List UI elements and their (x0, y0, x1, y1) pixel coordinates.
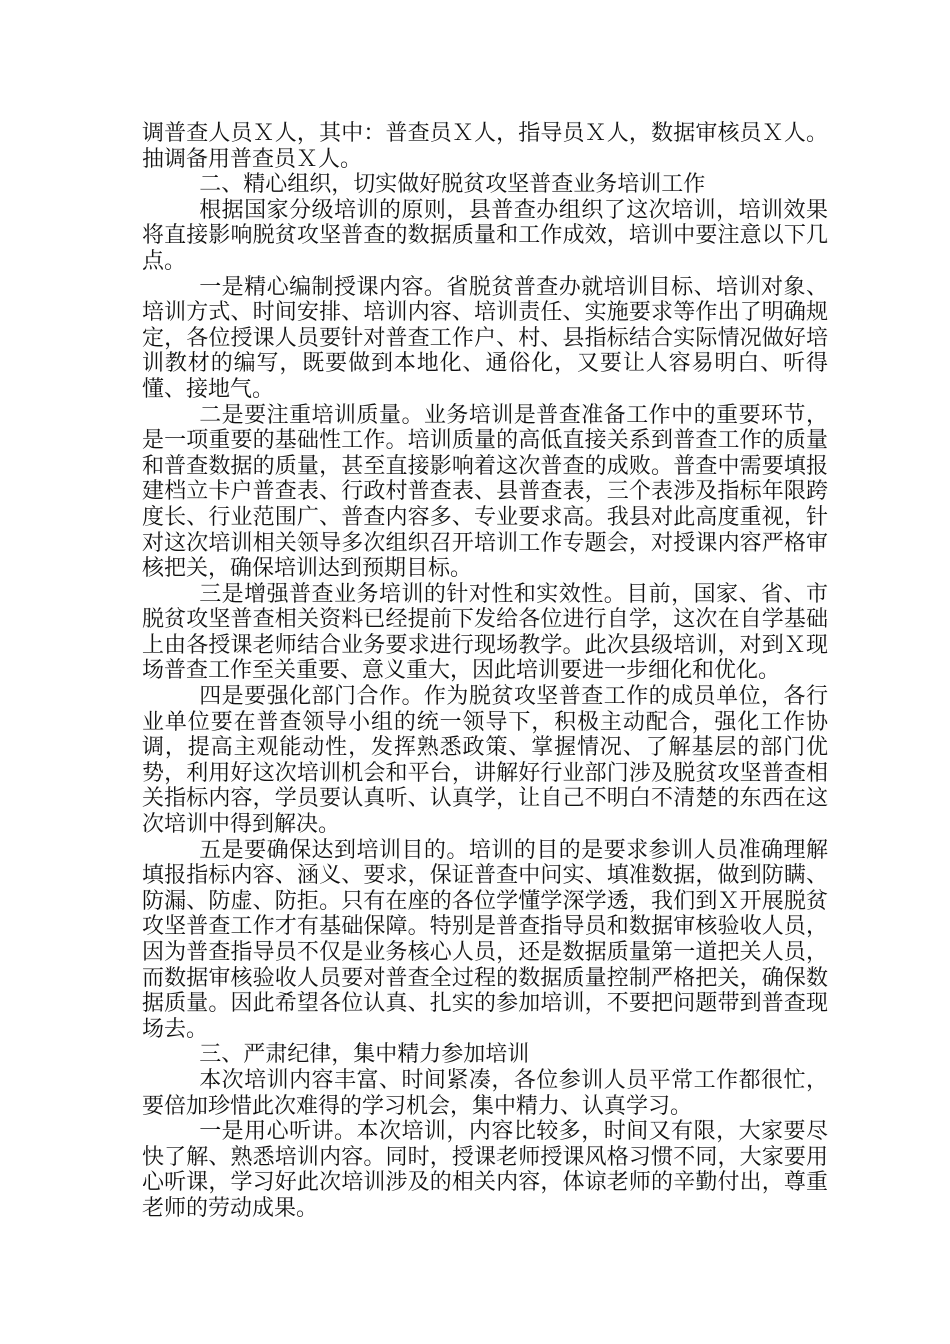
section-heading-3: 三、严肃纪律，集中精力参加培训 (199, 1042, 530, 1068)
paragraph-point-4: 四是要强化部门合作。作为脱贫攻坚普查工作的成员单位，各行业单位要在普查领导小组的统一领导下，积极主动配合，强化工作协调，提高主观能动性，发挥熟悉政策、掌握情况、了解基层的部门优势，利用好这次培训机会和平台，讲解好行业部门涉及脱贫攻坚普查相关指标内容，学员要认真听、认真学，让自己不明白不清楚的东西在这次培训中得到解决。 (142, 684, 828, 838)
document-body (142, 121, 828, 1222)
paragraph-continuation: 调普查人员Ｘ人，其中：普查员Ｘ人，指导员Ｘ人，数据审核员Ｘ人。抽调备用普查员Ｘ人。 (142, 121, 828, 172)
section-heading-2: 二、精心组织，切实做好脱贫攻坚普查业务培训工作 (199, 172, 706, 198)
paragraph-point-2: 二是要注重培训质量。业务培训是普查准备工作中的重要环节，是一项重要的基础性工作。培训质量的高低直接关系到普查工作的质量和普查数据的质量，甚至直接影响着这次普查的成败。普查中需要填报建档立卡户普查表、行政村普查表、县普查表，三个表涉及指标年限跨度长、行业范围广、普查内容多、专业要求高。我县对此高度重视，针对这次培训相关领导多次组织召开培训工作专题会，对授课内容严格审核把关，确保培训达到预期目标。 (142, 402, 828, 582)
paragraph-intro: 根据国家分级培训的原则，县普查办组织了这次培训，培训效果将直接影响脱贫攻坚普查的数据质量和工作成效，培训中要注意以下几点。 (142, 197, 828, 274)
paragraph-discipline-intro: 本次培训内容丰富、时间紧凑，各位参训人员平常工作都很忙，要倍加珍惜此次难得的学习机会，集中精力、认真学习。 (142, 1067, 828, 1119)
paragraph-discipline-point-1: 一是用心听讲。本次培训，内容比较多，时间又有限，大家要尽快了解、熟悉培训内容。同时，授课老师授课风格习惯不同，大家要用心听课，学习好此次培训涉及的相关内容，体谅老师的辛勤付出，尊重老师的劳动成果。 (142, 1119, 828, 1221)
paragraph-point-1: 一是精心编制授课内容。省脱贫普查办就培训目标、培训对象、培训方式、时间安排、培训内容、培训责任、实施要求等作出了明确规定，各位授课人员要针对普查工作户、村、县指标结合实际情况做好培训教材的编写，既要做到本地化、通俗化，又要让人容易明白、听得懂、接地气。 (142, 274, 828, 402)
paragraph-point-5: 五是要确保达到培训目的。培训的目的是要求参训人员准确理解填报指标内容、涵义、要求，保证普查中问实、填准数据，做到防瞒、防漏、防虚、防拒。只有在座的各位学懂学深学透，我们到Ｘ开展脱贫攻坚普查工作才有基础保障。特别是普查指导员和数据审核验收人员，因为普查指导员不仅是业务核心人员，还是数据质量第一道把关人员，而数据审核验收人员要对普查全过程的数据质量控制严格把关，确保数据质量。因此希望各位认真、扎实的参加培训，不要把问题带到普查现场去。 (142, 837, 828, 1042)
paragraph-point-3: 三是增强普查业务培训的针对性和实效性。目前，国家、省、市脱贫攻坚普查相关资料已经提前下发给各位进行自学，这次在自学基础上由各授课老师结合业务要求进行现场教学。此次县级培训，对到Ｘ现场普查工作至关重要、意义重大，因此培训要进一步细化和优化。 (142, 581, 828, 684)
